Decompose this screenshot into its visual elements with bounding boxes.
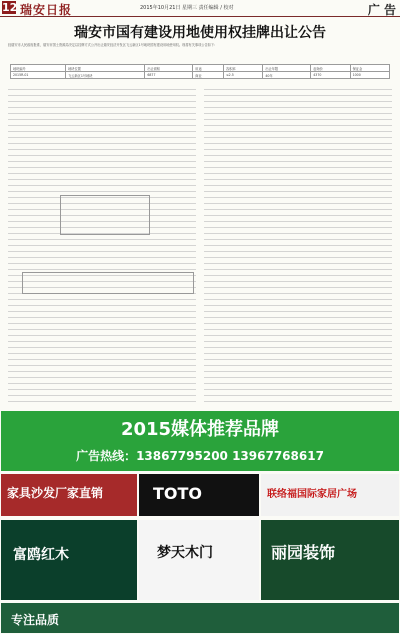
- issue-date: 2015年10月21日 星期三 责任编辑 / 校对: [140, 5, 234, 11]
- ad-home-plaza-title: 联络福国际家居广场: [267, 489, 357, 500]
- announcement-table: 地块编号 地块位置 出让面积 用途 容积率 出让年限 起始价 保证金 2015R-01 飞云新区1号地块 6877 商业 ≤2.5 40年 4370 1000: [10, 64, 390, 79]
- ad-fuou-title: 富鸥红木: [13, 547, 69, 563]
- banner-hotline: 广告热线：13867795200 13967768617: [76, 449, 324, 463]
- bottom-strip-text: 专注品质: [11, 613, 60, 627]
- ad-toto: [139, 474, 259, 516]
- media-recommend-banner: [1, 411, 399, 471]
- ad-furniture-sofa: [1, 474, 137, 516]
- article-title: 瑞安市国有建设用地使用权挂牌出让公告: [74, 25, 326, 41]
- ad-fuou-redwood: [1, 520, 137, 600]
- ad-mengtian-title: 梦天木门: [157, 545, 213, 561]
- ad-liyuan-title: 丽园装饰: [271, 543, 336, 562]
- ad-toto-title: TOTO: [153, 484, 203, 503]
- ad-home-plaza: [261, 474, 399, 516]
- newspaper-brand: 瑞安日报: [20, 3, 73, 17]
- page-header: [0, 0, 400, 17]
- section-title: 广 告: [367, 3, 396, 17]
- ad-furniture-title: 家具沙发厂家直销: [7, 486, 104, 500]
- ad-mengtian-door: [139, 520, 259, 600]
- page-number: 12: [2, 1, 18, 14]
- article-column-right: [204, 84, 392, 402]
- banner-title: 2015媒体推荐品牌: [120, 419, 280, 440]
- inset-diagram-box: [60, 195, 150, 235]
- article-column-left: [8, 84, 196, 402]
- ad-liyuan-decor: [261, 520, 399, 600]
- inset-table-box: [22, 272, 194, 294]
- bottom-strip: [1, 603, 399, 633]
- intro-text: 经瑞安市人民政府批准，瑞安市国土资源局决定以挂牌方式公开出让瑞安经济开发区飞云新区1号地块国有建设用地使用权。现将有关事项公告如下：: [8, 43, 218, 47]
